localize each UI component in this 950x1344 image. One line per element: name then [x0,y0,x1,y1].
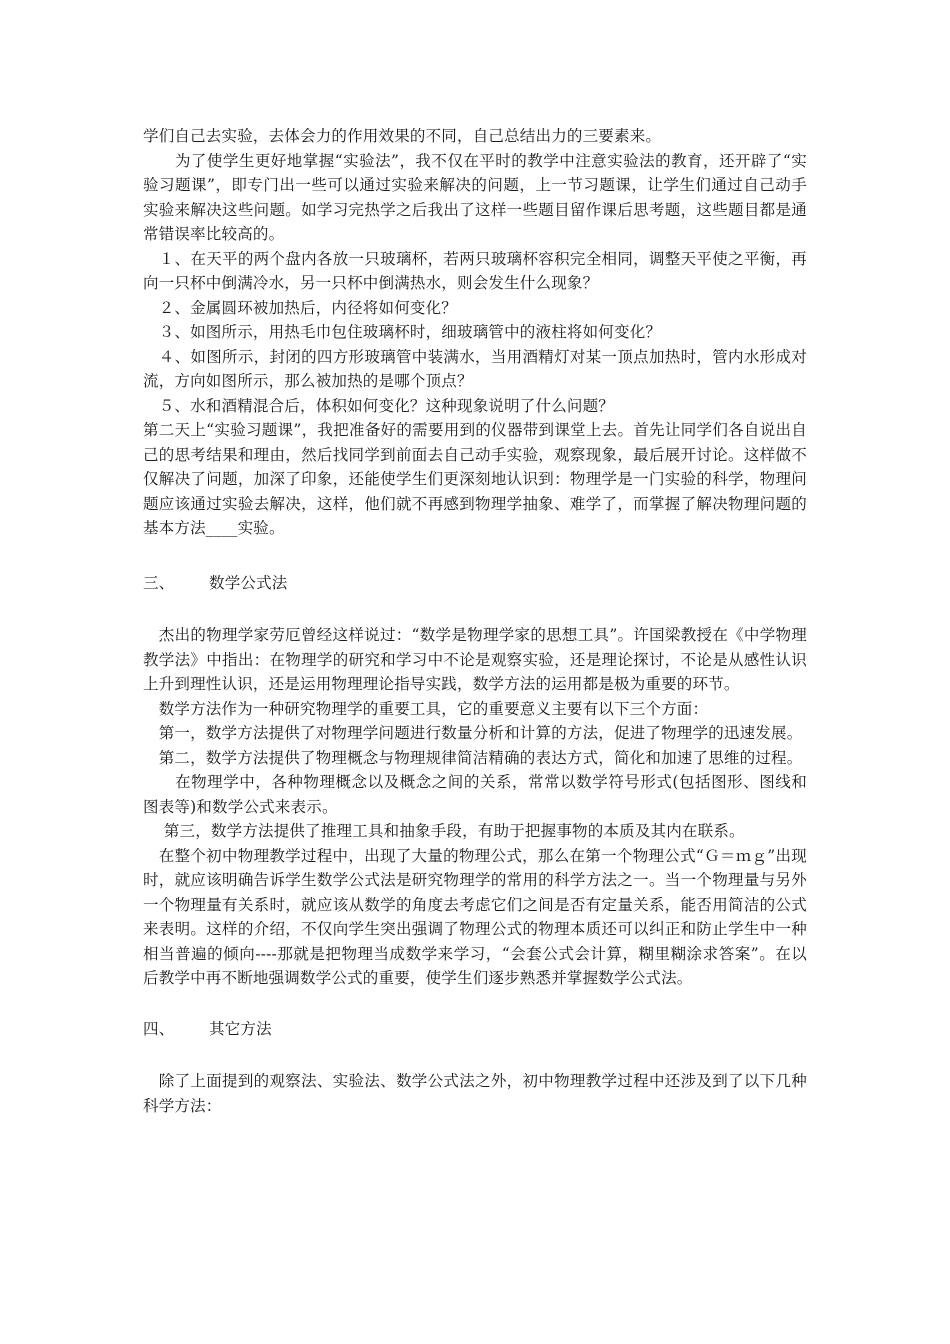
paragraph: 在物理学中，各种物理概念以及概念之间的关系，常常以数学符号形式(包括图形、图线和图表等)和数学公式来表示。 [143,773,807,816]
question-item: １、在天平的两个盘内各放一只玻璃杯，若两只玻璃杯容积完全相同，调整天平使之平衡，再向一只杯中倒满冷水，另一只杯中倒满热水，则会发生什么现象？ [143,249,807,292]
paragraph: 第二天上“实验习题课”，我把准备好的需要用到的仪器带到课堂上去。首先让同学们各自说出自己的思考结果和理由，然后找同学到前面去自己动手实验，观察现象，最后展开讨论。这样做不仅解决了问题，加深了印象，还能使学生们更深刻地认识到：物理学是一门实验的科学，物理问题应该通过实验去解决，这样，他们就不再感到物理学抽象、难学了，而掌握了解决物理问题的基本方法____实验。 [143,421,807,537]
section-number: 四、 [143,1019,175,1038]
question-item: ４、如图所示，封闭的四方形玻璃管中装满水，当用酒精灯对某一顶点加热时，管内水形成对流，方向如图所示，那么被加热的是哪个顶点？ [143,347,807,390]
section-number: 三、 [143,573,175,592]
question-item: ３、如图所示，用热毛巾包住玻璃杯时，细玻璃管中的液柱将如何变化？ [143,323,662,341]
document-page [143,124,807,1118]
question-item: ５、水和酒精混合后，体积如何变化？这种现象说明了什么问题？ [143,396,615,415]
section-heading-3 [143,571,807,596]
paragraph: 第一，数学方法提供了对物理学问题进行数量分析和计算的方法，促进了物理学的迅速发展。 [143,724,803,742]
paragraph: 第二，数学方法提供了物理概念与物理规律简洁精确的表达方式，简化和加速了思维的过程。 [143,748,803,767]
question-item: ２、金属圆环被加热后，内径将如何变化？ [143,298,458,317]
section-title: 其它方法 [209,1019,272,1038]
paragraph: 学们自己去实验，去体会力的作用效果的不同，自己总结出力的三要素来。 [143,127,662,145]
paragraph: 除了上面提到的观察法、实验法、数学公式法之外，初中物理教学过程中还涉及到了以下几种科学方法： [143,1072,807,1115]
paragraph: 为了使学生更好地掌握“实验法”，我不仅在平时的教学中注意实验法的教育，还开辟了“实验习题课”，即专门出一些可以通过实验来解决的问题，上一节习题课，让学生们通过自己动手实验来解决这些问题。如学习完热学之后我出了这样一些题目留作课后思考题，这些题目都是通常错误率比较高的。 [143,151,807,243]
section-title: 数学公式法 [209,573,288,592]
paragraph: 数学方法作为一种研究物理学的重要工具，它的重要意义主要有以下三个方面： [143,699,709,718]
paragraph: 杰出的物理学家劳厄曾经这样说过：“数学是物理学家的思想工具”。许国梁教授在《中学物理教学法》中指出：在物理学的研究和学习中不论是观察实验，还是理论探讨，不论是从感性认识上升到理性认识，还是运用物理理论指导实践，数学方法的运用都是极为重要的环节。 [143,626,807,693]
paragraph: 在整个初中物理教学过程中，出现了大量的物理公式，那么在第一个物理公式“Ｇ＝ｍｇ”出现时，就应该明确告诉学生数学公式法是研究物理学的常用的科学方法之一。当一个物理量与另外一个物理量有关系时，就应该从数学的角度去考虑它们之间是否有定量关系，能否用简洁的公式来表明。这样的介绍，不仅向学生突出强调了物理公式的物理本质还可以纠正和防止学生中一种相当普遍的倾向----那就是把物理当成数学来学习，“会套公式会计算，糊里糊涂求答案”。在以后教学中再不断地强调数学公式的重要，使学生们逐步熟悉并掌握数学公式法。 [143,846,807,987]
section-heading-4 [143,1017,807,1042]
paragraph: 第三，数学方法提供了推理工具和抽象手段，有助于把握事物的本质及其内在联系。 [143,822,745,840]
